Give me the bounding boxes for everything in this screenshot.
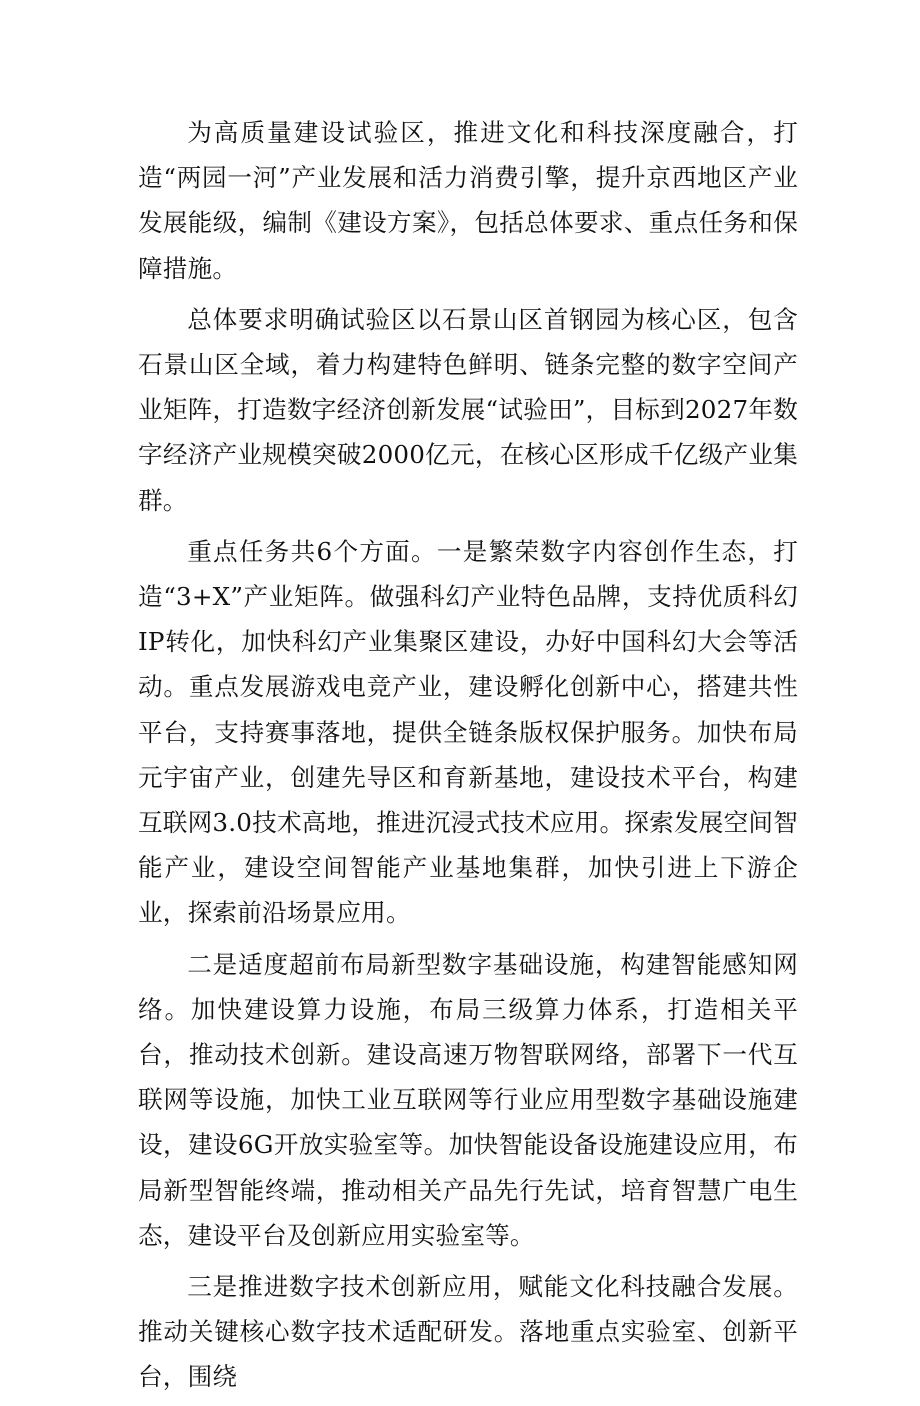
paragraph-key-task-three: 三是推进数字技术创新应用，赋能文化科技融合发展。推动关键核心数字技术适配研发。落地重点实验室、创新平台，围绕: [138, 1272, 798, 1392]
paragraph-key-task-two: 二是适度超前布局新型数字基础设施，构建智能感知网络。加快建设算力设施，布局三级算力体系，打造相关平台，推动技术创新。建设高速万物智联网络，部署下一代互联网等设施，加快工业互联网等行业应用型数字基础设施建设，建设6G开放实验室等。加快智能设备设施建设应用，布局新型智能终端，推动相关产品先行先试，培育智慧广电生态，建设平台及创新应用实验室等。: [138, 949, 798, 1250]
paragraph-intro: 为高质量建设试验区，推进文化和科技深度融合，打造“两园一河”产业发展和活力消费引擎，提升京西地区产业发展能级，编制《建设方案》，包括总体要求、重点任务和保障措施。: [138, 118, 798, 283]
document-body: [138, 110, 798, 1406]
paragraph-overall-requirements: 总体要求明确试验区以石景山区首钢园为核心区，包含石景山区全域，着力构建特色鲜明、链条完整的数字空间产业矩阵，打造数字经济创新发展“试验田”，目标到2027年数字经济产业规模突破2000亿元，在核心区形成千亿级产业集群。: [138, 304, 798, 515]
paragraph-key-task-one: 重点任务共6个方面。一是繁荣数字内容创作生态，打造“3+X”产业矩阵。做强科幻产业特色品牌，支持优质科幻IP转化，加快科幻产业集聚区建设，办好中国科幻大会等活动。重点发展游戏电竞产业，建设孵化创新中心，搭建共性平台，支持赛事落地，提供全链条版权保护服务。加快布局元宇宙产业，创建先导区和育新基地，建设技术平台，构建互联网3.0技术高地，推进沉浸式技术应用。探索发展空间智能产业，建设空间智能产业基地集群，加快引进上下游企业，探索前沿场景应用。: [138, 536, 798, 928]
